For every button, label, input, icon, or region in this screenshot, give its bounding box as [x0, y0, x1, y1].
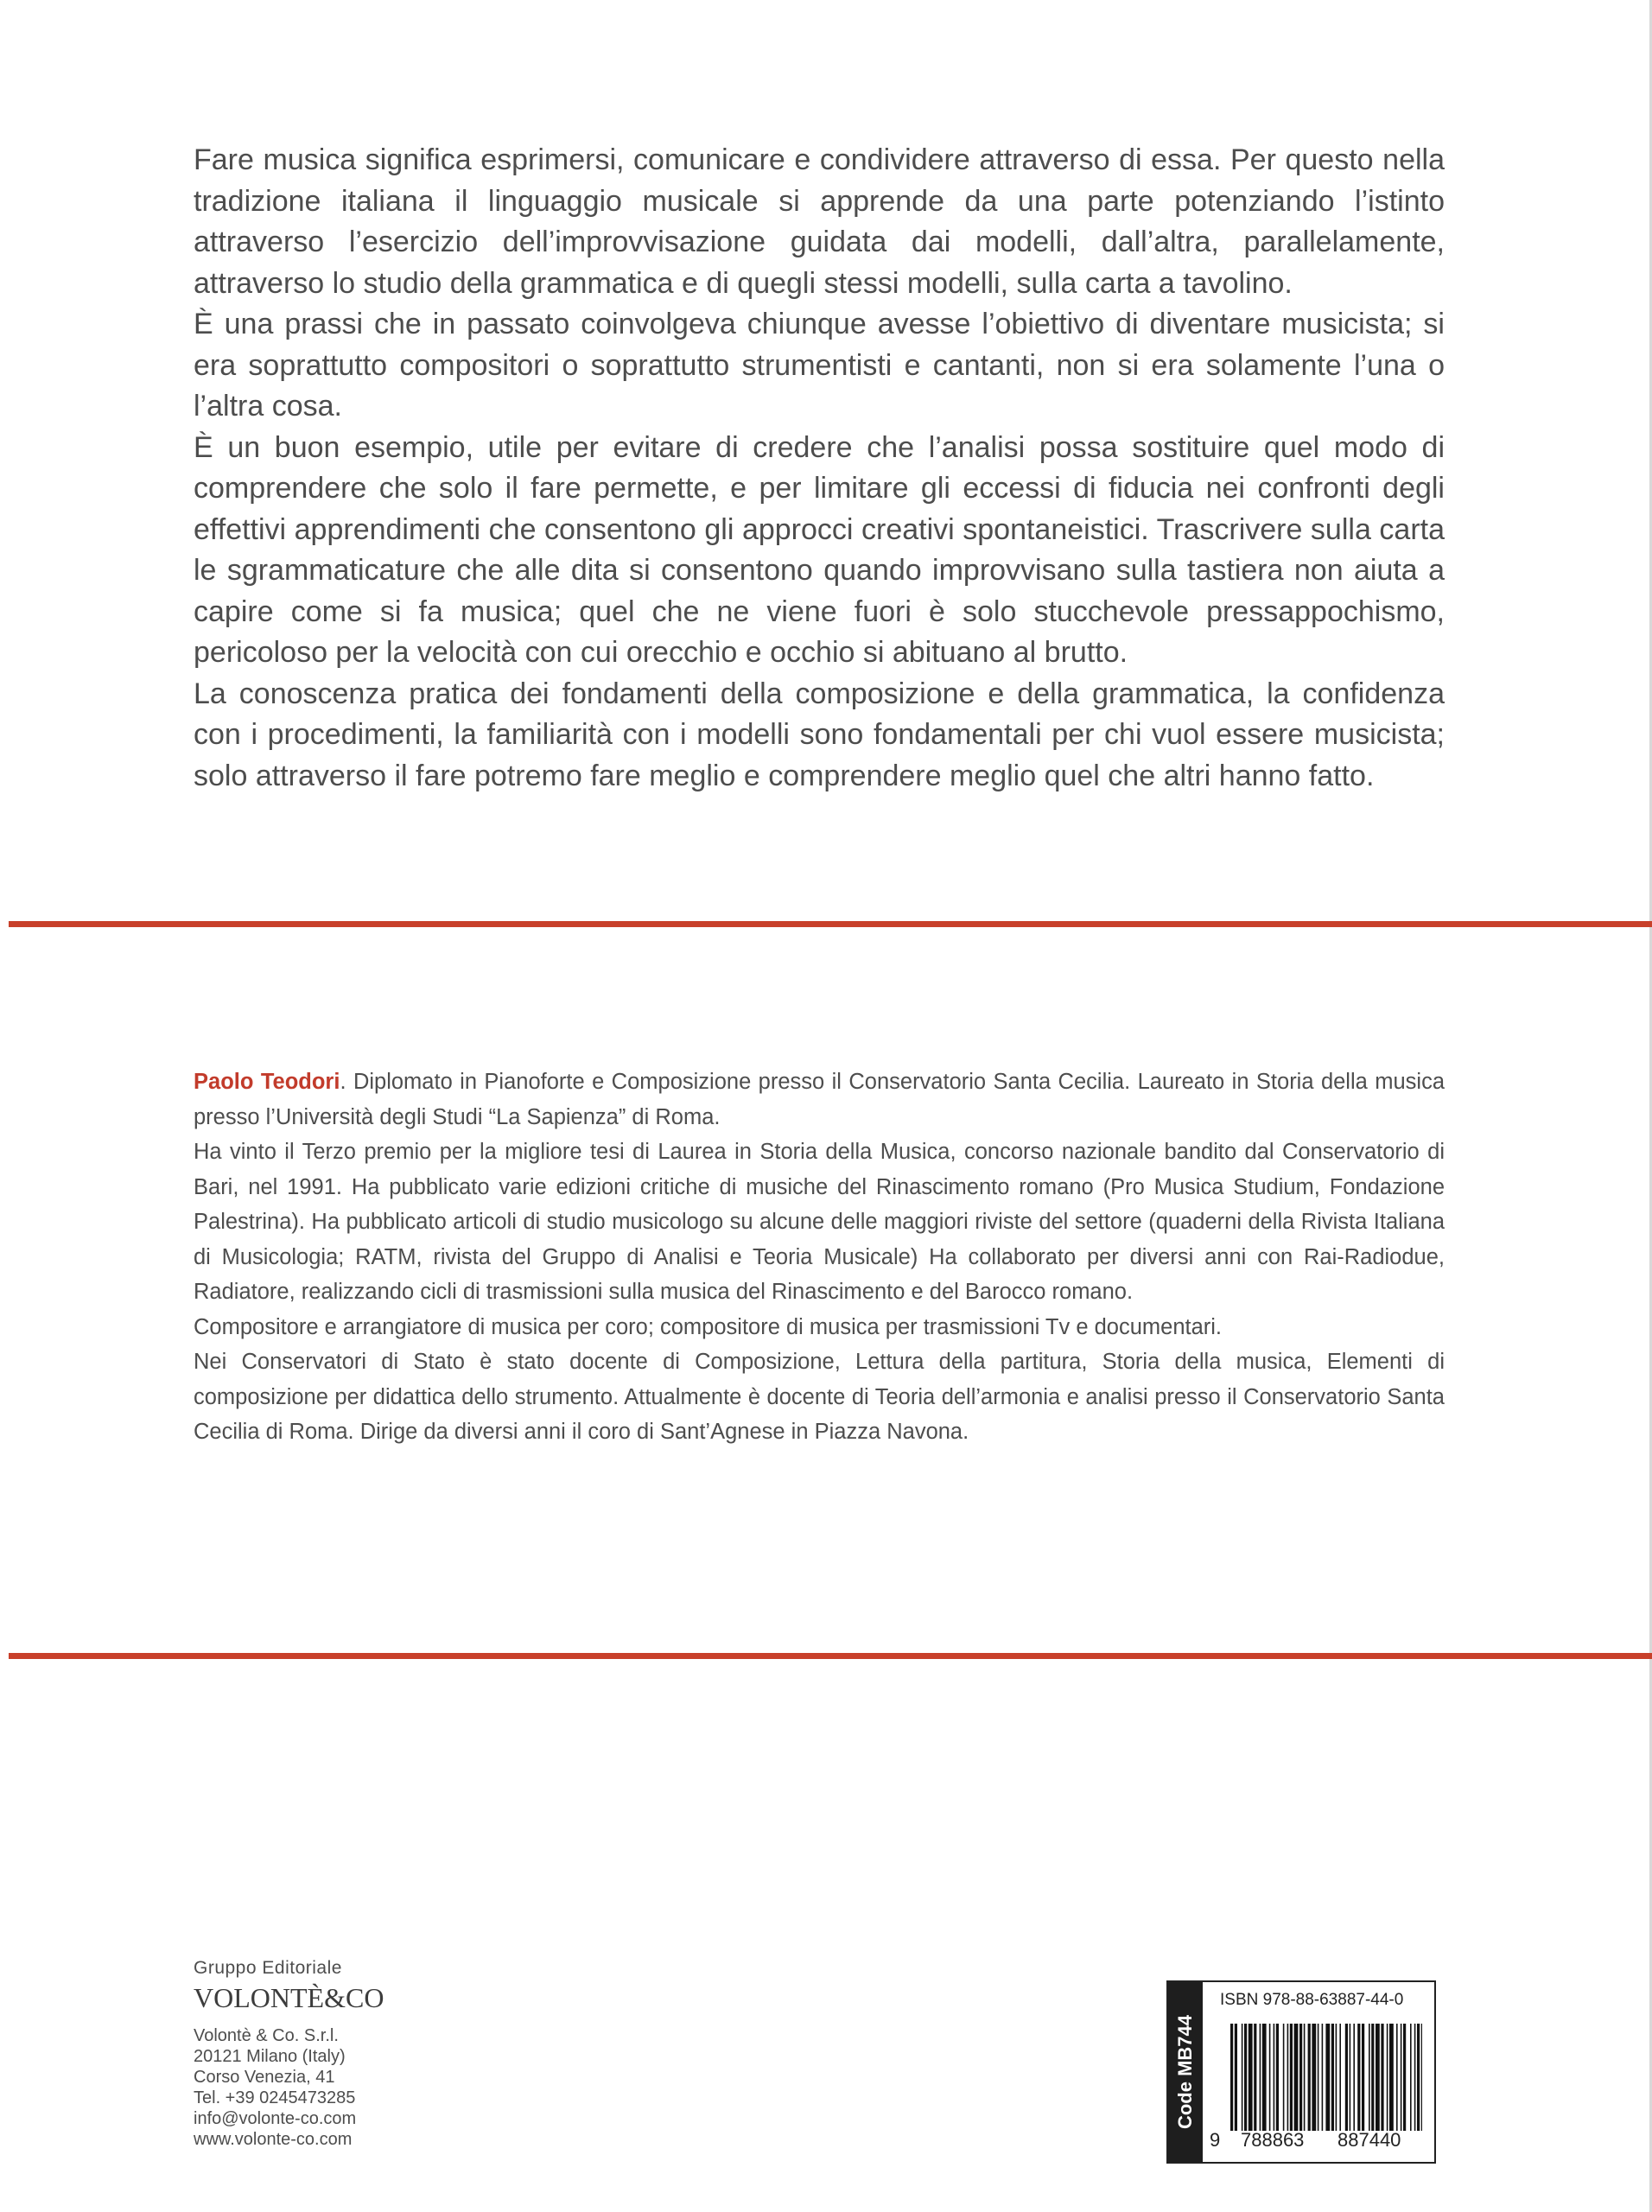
intro-paragraph: Fare musica significa esprimersi, comunicare e condividere attraverso di essa. Per questo nella tradizione italiana il linguaggio musicale si apprende da una parte potenziando l’istinto attraverso l’esercizio dell’improvvisazione guidata dai modelli, dall’altra, parallelamente, attraverso lo studio della grammatica e di quegli stessi modelli, sulla carta a tavolino.: [194, 143, 1445, 300]
intro-paragraph: È un buon esempio, utile per evitare di credere che l’analisi possa sostituire quel modo di comprendere che solo il fare permette, e per limitare gli eccessi di fiducia nei confronti degli effettivi apprendimenti che consentono gli approcci creativi spontaneistici. Trascrivere sulla carta le sgrammaticature che alle dita si consentono quando improvvisano sulla tastiera non aiuta a capire come si fa musica; quel che ne viene fuori è solo stucchevole pressappochismo, pericoloso per la velocità con cui orecchio e occhio si abituano al brutto.: [194, 430, 1445, 669]
barcode-bar: [1421, 2024, 1422, 2131]
barcode-bar: [1299, 2024, 1302, 2131]
publisher-address-line: Volontè & Co. S.r.l.: [194, 2026, 339, 2045]
barcode-bar: [1287, 2024, 1289, 2131]
barcode-bar: [1242, 2024, 1243, 2131]
bio-intro-text: . Diplomato in Pianoforte e Composizione presso il Conservatorio Santa Cecilia. Laureato in Storia della musica presso l’Università degli Studi “La Sapienza” di Roma.: [194, 1070, 1445, 1129]
publisher-logo: VOLONTÈ&CO: [194, 1982, 384, 2013]
barcode-bar: [1276, 2024, 1279, 2131]
barcode-bar: [1260, 2024, 1261, 2131]
barcode-bar: [1235, 2024, 1237, 2131]
barcode-digit-group: 788863: [1241, 2129, 1305, 2151]
publisher-email: info@volonte-co.com: [194, 2109, 357, 2128]
barcode-bar: [1322, 2024, 1324, 2131]
author-name: Paolo Teodori: [194, 1070, 340, 1094]
barcode-bar: [1336, 2024, 1337, 2131]
barcode-bar: [1417, 2024, 1420, 2131]
barcode-bar: [1353, 2024, 1355, 2131]
barcode-bar: [1244, 2024, 1247, 2131]
intro-paragraph: È una prassi che in passato coinvolgeva chiunque avesse l’obiettivo di diventare musicista; si era soprattutto compositori o soprattutto strumentisti e cantanti, non si era solamente l’una o l’altra cosa.: [194, 308, 1445, 423]
isbn-label: ISBN 978-88-63887-44-0: [1220, 1991, 1404, 2009]
barcode-bar: [1389, 2024, 1394, 2131]
barcode-bar: [1230, 2024, 1233, 2131]
bio-paragraph: Ha vinto il Terzo premio per la migliore tesi di Laurea in Storia della Musica, concorso nazionale bandito dal Conservatorio di Bari, nel 1991. Ha pubblicato varie edizioni critiche di musiche del Rinascimento romano (Pro Musica Studium, Fondazione Palestrina). Ha pubblicato articoli di studio musicologo su alcune delle maggiori riviste del settore (quaderni della Rivista Italiana di Musicologia; RATM, rivista del Gruppo di Analisi e Teoria Musicale) Ha collaborato per diversi anni con Rai-Radiodue, Radiatore, realizzando cicli di trasmissioni sulla musica del Rinascimento e del Barocco romano.: [194, 1140, 1445, 1304]
barcode-bar: [1401, 2024, 1402, 2131]
barcode-bar: [1345, 2024, 1348, 2131]
barcode-bar: [1381, 2024, 1383, 2131]
barcode-bar: [1371, 2024, 1374, 2131]
bio-paragraph: [194, 1065, 1445, 1135]
publisher-phone: Tel. +39 0245473285: [194, 2088, 356, 2107]
barcode-bar: [1274, 2024, 1275, 2131]
barcode-bar: [1312, 2024, 1316, 2131]
barcode-bar: [1269, 2024, 1271, 2131]
barcode-bar: [1396, 2024, 1398, 2131]
publisher-website: www.volonte-co.com: [194, 2130, 353, 2149]
barcode-box: [1166, 1980, 1436, 2164]
barcode-bar: [1350, 2024, 1351, 2131]
code-strip: [1168, 1982, 1203, 2162]
product-code: Code MB744: [1174, 2014, 1196, 2130]
barcode-bar: [1403, 2024, 1406, 2131]
bio-paragraph: Nei Conservatori di Stato è stato docente di Composizione, Lettura della partitura, Storia della musica, Elementi di composizione per didattica dello strumento. Attualmente è docente di Teoria dell’armonia e analisi presso il Conservatorio Santa Cecilia di Roma. Dirige da diversi anni il coro di Sant’Agnese in Piazza Navona.: [194, 1350, 1445, 1444]
barcode-bar: [1387, 2024, 1388, 2131]
barcode-bar: [1283, 2024, 1285, 2131]
barcode-bar: [1308, 2024, 1311, 2131]
intro-paragraph: La conoscenza pratica dei fondamenti della composizione e della grammatica, la confidenza con i procedimenti, la familiarità con i modelli sono fondamentali per chi vuol essere musicista; solo attraverso il fare potremo fare meglio e comprendere meglio quel che altri hanno fatto.: [194, 677, 1445, 792]
barcode-bar: [1325, 2024, 1330, 2131]
barcode-bar: [1318, 2024, 1319, 2131]
bio-paragraph: Compositore e arrangiatore di musica per coro; compositore di musica per trasmissioni Tv e documentari.: [194, 1314, 1223, 1339]
barcode-digit-group: 887440: [1337, 2129, 1401, 2151]
publisher-block: [194, 1958, 556, 2150]
barcode-digit-group: 9: [1210, 2129, 1221, 2151]
publisher-group-label: Gruppo Editoriale: [194, 1958, 342, 1978]
intro-text: [194, 140, 1445, 797]
barcode-bar: [1376, 2024, 1380, 2131]
barcode-bar: [1294, 2024, 1299, 2131]
barcode-bar: [1249, 2024, 1253, 2131]
barcode-bar: [1414, 2024, 1416, 2131]
barcode-bar: [1304, 2024, 1306, 2131]
divider-bottom: [9, 1653, 1652, 1659]
divider-top: [9, 921, 1652, 927]
barcode-bar: [1357, 2024, 1360, 2131]
barcode-bar: [1262, 2024, 1267, 2131]
barcode-bar: [1362, 2024, 1364, 2131]
publisher-address-line: Corso Venezia, 41: [194, 2068, 335, 2087]
barcode-bar: [1369, 2024, 1370, 2131]
barcode-icon: [1230, 2024, 1422, 2131]
barcode-digits: [1208, 2129, 1433, 2155]
barcode-bar: [1410, 2024, 1412, 2131]
barcode-bar: [1290, 2024, 1293, 2131]
barcode-bar: [1331, 2024, 1334, 2131]
author-bio: [194, 1065, 1445, 1450]
barcode-bar: [1339, 2024, 1341, 2131]
barcode-bar: [1254, 2024, 1256, 2131]
publisher-address-line: 20121 Milano (Italy): [194, 2047, 346, 2066]
